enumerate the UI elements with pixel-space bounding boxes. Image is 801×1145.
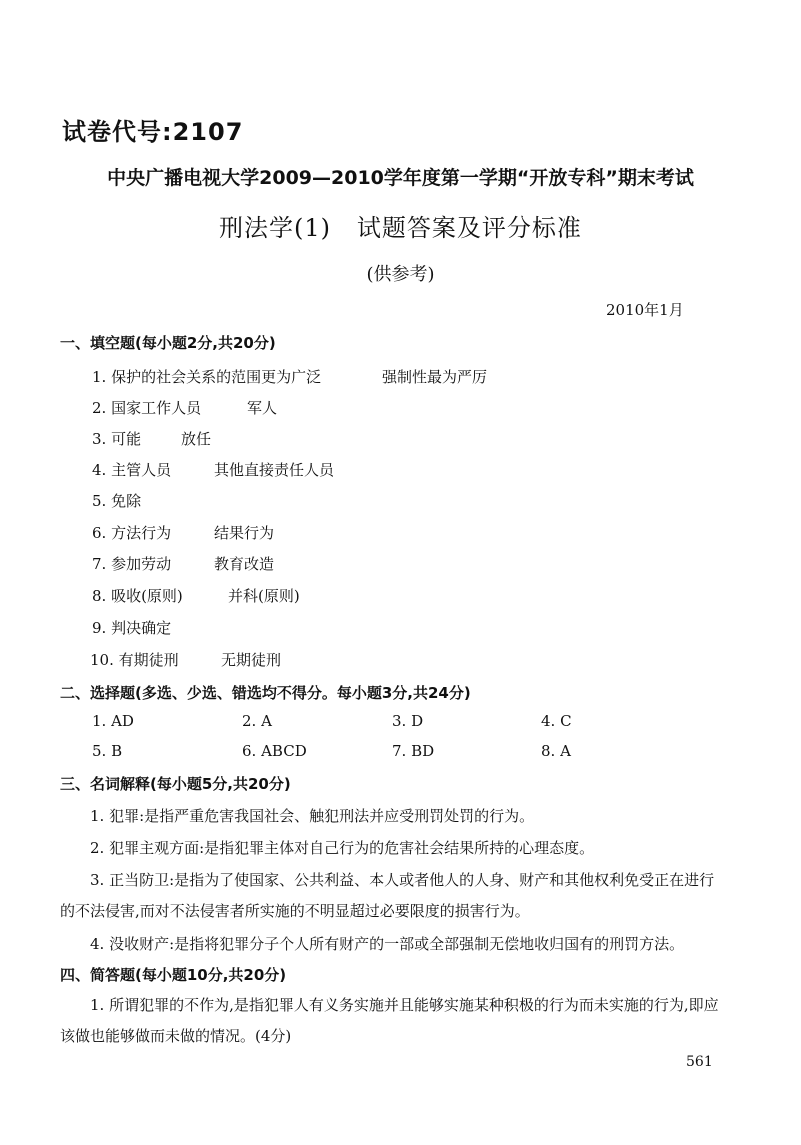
fill-answer-1a: 1. 保护的社会关系的范围更为广泛 — [92, 368, 322, 386]
fill-answer-1b: 强制性最为严厉 — [382, 368, 488, 386]
section-1-heading: 一、填空题(每小题2分,共20分) — [60, 334, 276, 352]
choice-answer-8: 8. A — [541, 742, 571, 760]
short-answer-1: 1. 所谓犯罪的不作为,是指犯罪人有义务实施并且能够实施某种积极的行为而未实施的行为,即应该做也能够做而未做的情况。(4分) — [60, 996, 719, 1045]
section-2-heading: 二、选择题(多选、少选、错选均不得分。每小题3分,共24分) — [60, 684, 471, 702]
fill-answer-3b: 放任 — [181, 430, 212, 448]
fill-answer-10b: 无期徒刑 — [221, 651, 282, 669]
fill-answer-7b: 教育改造 — [214, 555, 275, 573]
document-title: 刑法学(1) 试题答案及评分标准 — [219, 214, 582, 242]
choice-answer-5: 5. B — [92, 742, 123, 760]
choice-answer-3: 3. D — [392, 712, 424, 730]
fill-answer-9a: 9. 判决确定 — [92, 619, 172, 637]
choice-answer-2: 2. A — [242, 712, 272, 730]
choice-answer-7: 7. BD — [392, 742, 435, 760]
fill-answer-4a: 4. 主管人员 — [92, 461, 172, 479]
term-definition-3: 3. 正当防卫:是指为了使国家、公共利益、本人或者他人的人身、财产和其他权利免受正在进行的不法侵害,而对不法侵害者所实施的不明显超过必要限度的损害行为。 — [60, 871, 715, 920]
fill-answer-8a: 8. 吸收(原则) — [92, 587, 183, 605]
term-definition-4: 4. 没收财产:是指将犯罪分子个人所有财产的一部或全部强制无偿地收归国有的刑罚方法。 — [90, 935, 685, 953]
fill-answer-2a: 2. 国家工作人员 — [92, 399, 202, 417]
fill-answer-6a: 6. 方法行为 — [92, 524, 172, 542]
choice-answer-4: 4. C — [541, 712, 572, 730]
exam-name: 中央广播电视大学2009—2010学年度第一学期“开放专科”期末考试 — [107, 167, 694, 189]
fill-answer-3a: 3. 可能 — [92, 430, 142, 448]
fill-answer-7a: 7. 参加劳动 — [92, 555, 172, 573]
fill-answer-6b: 结果行为 — [214, 524, 275, 542]
section-3-heading: 三、名词解释(每小题5分,共20分) — [60, 775, 291, 793]
fill-answer-5a: 5. 免除 — [92, 492, 142, 510]
reference-note: (供参考) — [366, 264, 435, 285]
fill-answer-8b: 并科(原则) — [228, 587, 300, 605]
choice-answer-1: 1. AD — [92, 712, 134, 730]
choice-answer-6: 6. ABCD — [242, 742, 307, 760]
paper-code: 试卷代号:2107 — [62, 118, 244, 146]
term-definition-2: 2. 犯罪主观方面:是指犯罪主体对自己行为的危害社会结果所持的心理态度。 — [90, 839, 595, 857]
exam-date: 2010年1月 — [606, 301, 684, 319]
section-4-heading: 四、简答题(每小题10分,共20分) — [60, 966, 287, 984]
fill-answer-2b: 军人 — [247, 399, 278, 417]
fill-answer-4b: 其他直接责任人员 — [214, 461, 335, 479]
fill-answer-10a: 10. 有期徒刑 — [90, 651, 179, 669]
page-number: 561 — [686, 1054, 713, 1070]
term-definition-1: 1. 犯罪:是指严重危害我国社会、触犯刑法并应受刑罚处罚的行为。 — [90, 807, 535, 825]
